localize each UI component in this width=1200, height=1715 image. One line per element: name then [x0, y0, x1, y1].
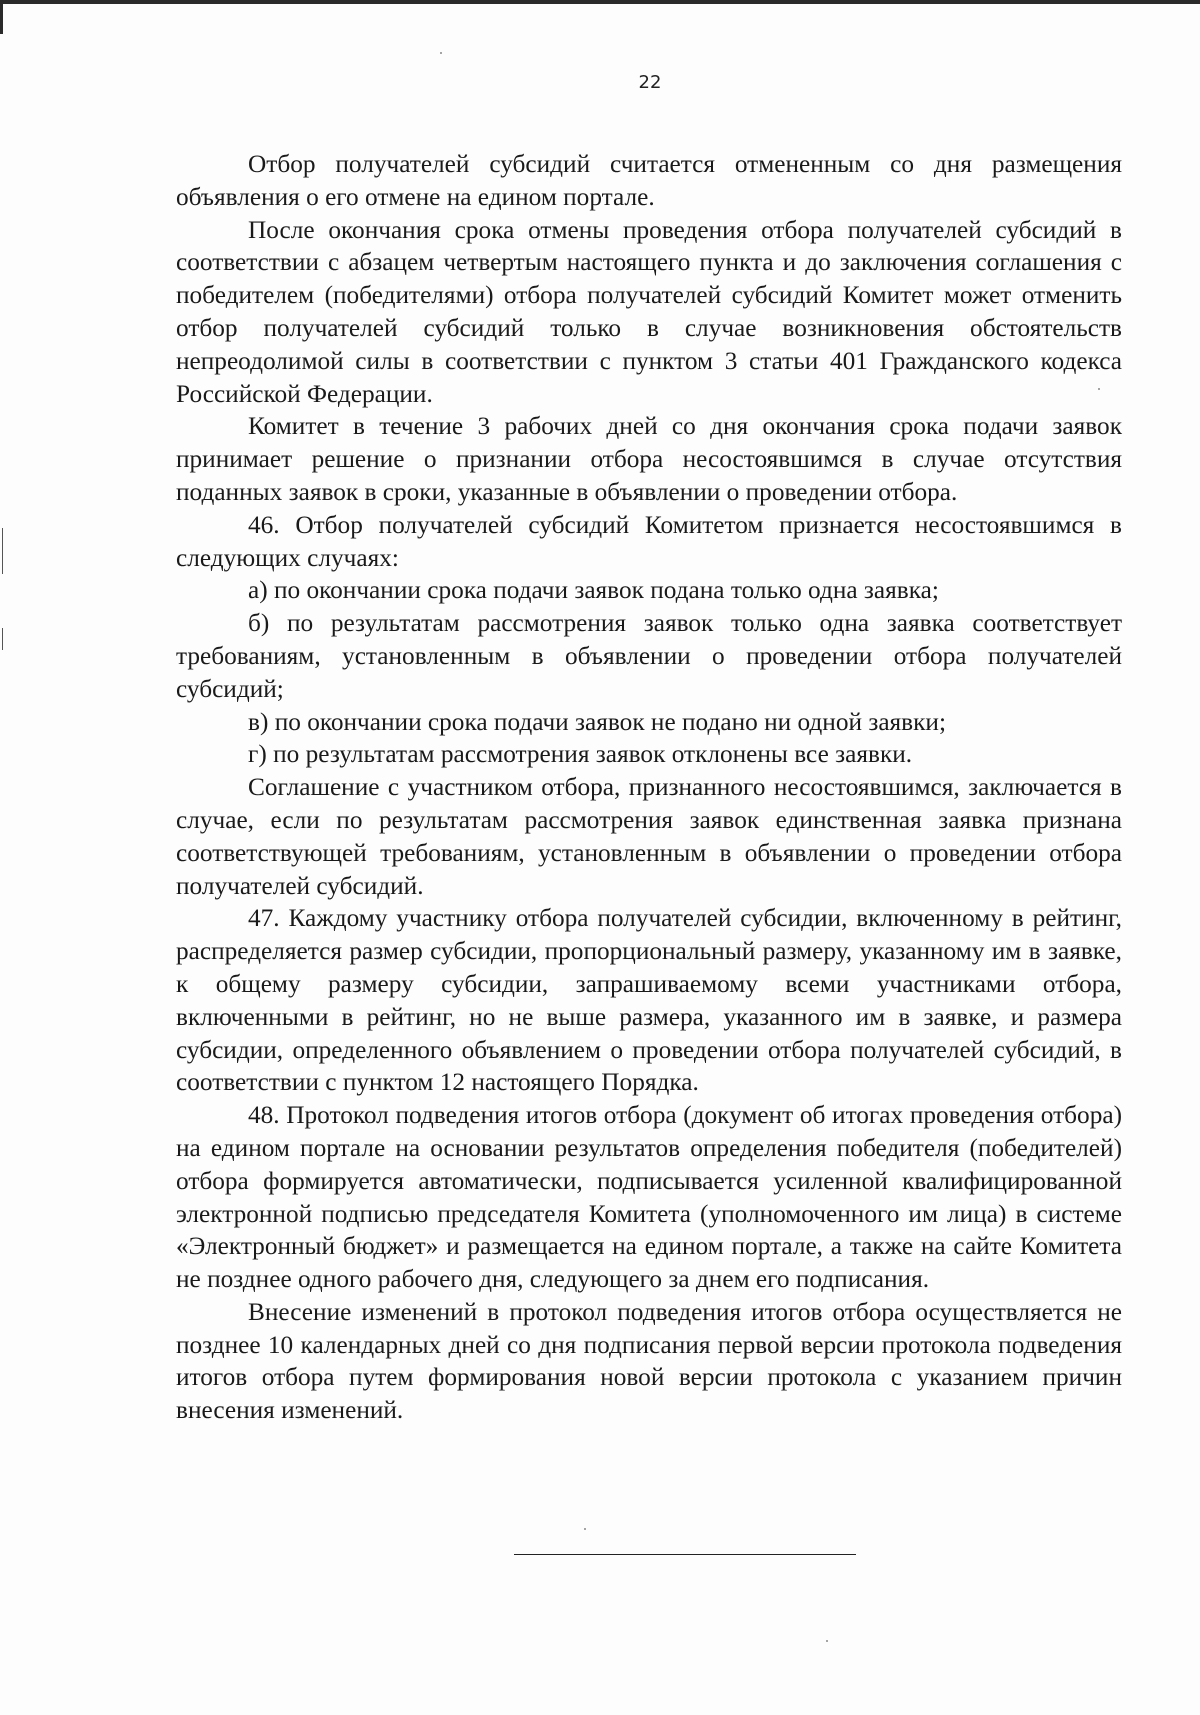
paragraph: а) по окончании срока подачи заявок подана только одна заявка;: [248, 576, 939, 605]
paragraph: Соглашение с участником отбора, признанного несостоявшимся, заключается в случае, если по результатам рассмотрения заявок единственная заявка признана соответствующей требованиям, установленным в объявлении о проведении отбора получателей субсидий.: [176, 773, 1122, 900]
paragraph: Комитет в течение 3 рабочих дней со дня окончания срока подачи заявок принимает решение о признании отбора несостоявшимся в случае отсутствия поданных заявок в сроки, указанные в объявлении о проведении отбора.: [176, 412, 1122, 506]
paragraph: 48. Протокол подведения итогов отбора (документ об итогах проведения отбора) на едином портале на основании результатов определения победителя (победителей) отбора формируется автоматически, подписывается усиленной квалифицированной электронной подписью председателя Комитета (уполномоченного им лица) в системе «Электронный бюджет» и размещается на едином портале, а также на сайте Комитета не позднее одного рабочего дня, следующего за днем его подписания.: [176, 1101, 1122, 1294]
page-number: 22: [638, 72, 662, 93]
margin-mark: [2, 528, 3, 574]
scan-speck: [584, 1528, 586, 1530]
margin-mark: [2, 628, 3, 650]
end-separator-line: [514, 1554, 856, 1555]
document-body: [176, 148, 1122, 1427]
scan-speck: [826, 1640, 828, 1642]
paragraph: в) по окончании срока подачи заявок не подано ни одной заявки;: [248, 707, 946, 736]
paragraph: г) по результатам рассмотрения заявок отклонены все заявки.: [248, 740, 913, 769]
paragraph: После окончания срока отмены проведения отбора получателей субсидий в соответствии с абзацем четвертым настоящего пункта и до заключения соглашения с победителем (победителями) отбора получателей субсидий Комитет может отменить отбор получателей субсидий только в случае возникновения обстоятельств непреодолимой силы в соответствии с пунктом 3 статьи 401 Гражданского кодекса Российской Федерации.: [176, 215, 1122, 408]
paragraph: 47. Каждому участнику отбора получателей субсидии, включенному в рейтинг, распределяется размер субсидии, пропорциональный размеру, указанному им в заявке, к общему размеру субсидии, запрашиваемому всеми участниками отбора, включенными в рейтинг, но не выше размера, указанного им в заявке, и размера субсидии, определенного объявлением о проведении отбора получателей субсидий, в соответствии с пунктом 12 настоящего Порядка.: [176, 904, 1122, 1097]
paragraph: Отбор получателей субсидий считается отмененным со дня размещения объявления о его отмене на едином портале.: [176, 150, 1122, 211]
paragraph: Внесение изменений в протокол подведения итогов отбора осуществляется не позднее 10 календарных дней со дня подписания первой версии протокола подведения итогов отбора путем формирования новой версии протокола с указанием причин внесения изменений.: [176, 1297, 1122, 1425]
paragraph: б) по результатам рассмотрения заявок только одна заявка соответствует требованиям, установленным в объявлении о проведении отбора получателей субсидий;: [176, 609, 1122, 703]
scan-edge-top: [0, 0, 1200, 4]
scan-edge-left: [0, 0, 3, 34]
scan-speck: [440, 52, 442, 54]
paragraph: 46. Отбор получателей субсидий Комитетом признается несостоявшимся в следующих случаях:: [176, 510, 1122, 572]
